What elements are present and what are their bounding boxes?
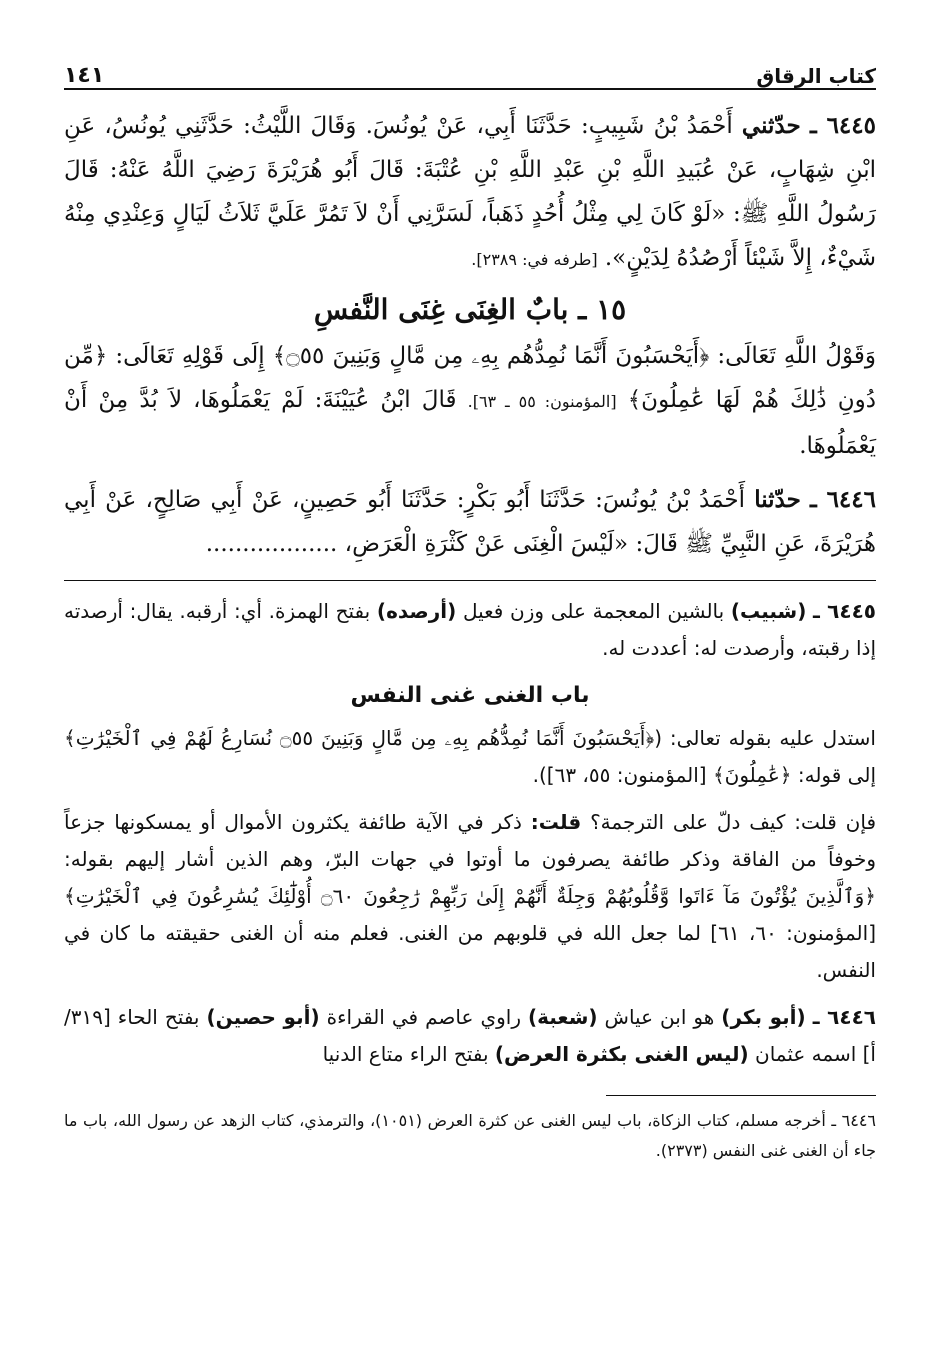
section-divider [64,580,876,581]
commentary-number: ٦٤٤٥ ـ [813,599,876,623]
page-number: ١٤١ [64,63,105,88]
hadith-6445 [64,104,876,282]
hadith-ref: [طرفه في: ٢٣٨٩]. [471,250,598,269]
book-page [64,50,876,1166]
commentary-term: (أبو بكر) [721,1005,806,1029]
commentary-text: راوي عاصم في القراءة [326,1005,521,1029]
chapter-text-b: قَالَ ابْنُ عُيَيْنَةَ: لَمْ يَعْمَلُوهَا، لاَ بُدَّ مِنْ أَنْ يَعْمَلُوهَا. [64,387,876,459]
commentary-text: بفتح الهمزة. أي: أرقبه. يقال: أرصدته إذا رقبته، وأرصدت له: أعددت له. [64,599,876,660]
hadith-text: أَحْمَدُ بْنُ شَبِيبٍ: حَدَّثَنَا أَبِي، عَنْ يُونُسَ. وَقَالَ اللَّيْثُ: حَدَّثَنِي يُونُسُ، عَنِ ابْنِ شِهَابٍ، عَنْ عُبَيدِ اللَّهِ بْنِ عَبْدِ اللَّهِ بْنِ عُتْبَةَ: قَالَ أَبُو هُرَيْرَةَ رَضِيَ اللَّهُ عَنْهُ: قَالَ رَسُولُ اللَّهِ ﷺ: «لَوْ كَانَ لِي مِثْلُ أُحُدٍ ذَهَباً، لَسَرَّنِي أَنْ لاَ تَمُرَّ عَلَيَّ ثَلاَثُ لَيَالٍ وَعِنْدِي مِنْهُ شَيْءٌ، إِلاَّ شَيْئاً أَرْصُدُهُ لِدَيْنٍ». [64,113,876,271]
commentary-chapter-title: باب الغنى غنى النفس [350,683,590,708]
footnote [64,1106,876,1166]
hadith-lead: حدّثنا [754,486,801,513]
commentary [64,593,876,1073]
commentary-text: بفتح الراء متاع الدنيا [322,1042,489,1066]
commentary-6446 [64,999,876,1073]
hadith-lead: حدّثني [741,112,801,139]
commentary-text: بالشين المعجمة على وزن فعيل [462,599,725,623]
hadith-text: أَحْمَدُ بْنُ يُونُسَ: حَدَّثَنَا أَبُو بَكْرٍ: حَدَّثَنَا أَبُو حَصِينٍ، عَنْ أَبِي صَالِحٍ، عَنْ أَبِي هُرَيْرَةَ، عَنِ النَّبِيِّ ﷺ قَالَ: «لَيْسَ الْغِنَى عَنْ كَثْرَةِ الْعَرَضِ، .................. [64,487,876,557]
main-text [64,104,876,566]
page-header [64,50,876,90]
hadith-6446 [64,478,876,566]
commentary-para-1: استدل عليه بقوله تعالى: (﴿أَيَحْسَبُونَ أَنَّمَا نُمِدُّهُم بِهِۦ مِن مَّالٍ وَبَنِينَ ۝٥٥ نُسَارِعُ لَهُمْ فِي ٱلْخَيْرَٰتِ﴾ إلى قوله: ﴿عَٰمِلُونَ﴾ [المؤمنون: ٥٥، ٦٣]). [64,726,876,787]
commentary-term: (ليس الغنى بكثرة العرض) [494,1042,749,1066]
chapter-intro [64,334,876,468]
commentary-term: (شبيب) [730,599,807,623]
hadith-number: ٦٤٤٥ ـ [809,112,876,139]
hadith-number: ٦٤٤٦ ـ [809,486,876,513]
commentary-term: (شعبة) [528,1005,598,1029]
commentary-term: قلت: [530,810,582,834]
commentary-term: (أبو حصين) [206,1005,320,1029]
commentary-term: (أرصده) [376,599,457,623]
commentary-number: ٦٤٤٦ ـ [812,1005,876,1029]
footnote-line: ٦٤٤٦ ـ أخرجه مسلم، كتاب الزكاة، باب ليس الغنى عن كثرة العرض (١٠٥١)، والترمذي، كتاب الزهد عن رسول الله، باب ما جاء أن الغنى غنى النفس (٢٣٧٣). [64,1111,877,1160]
commentary-text: بفتح الحاء [٣١٩/أ] اسمه عثمان [64,1005,876,1066]
commentary-text: هو ابن عياش [604,1005,715,1029]
footnote-rule [606,1095,876,1096]
commentary-para-2 [64,804,876,989]
chapter-ref: [المؤمنون: ٥٥ ـ ٦٣]. [467,392,617,411]
commentary-text: فإن قلت: كيف دلّ على الترجمة؟ [590,810,876,834]
commentary-text: ذكر في الآية طائفة يكثرون الأموال أو يمسكونها جزعاً وخوفاً من الفاقة وذكر طائفة يصرفون ما أوتوا في جهات البرّ، وهم الذين أشار إليهم بقوله: ﴿وَٱلَّذِينَ يُؤْتُونَ مَآ ءَاتَوا وَّقُلُوبُهُمْ وَجِلَةٌ أَنَّهُمْ إِلَىٰ رَبِّهِمْ رَٰجِعُونَ ۝٦٠ أُوْلَٰٓئِكَ يُسَٰرِعُونَ فِي ٱلْخَيْرَٰتِ﴾ [المؤمنون: ٦٠، ٦١] لما جعل الله في قلوبهم من الغنى. فعلم منه أن الغنى حقيقته ما كان في النفس. [64,810,876,982]
book-title: كتاب الرقاق [756,64,876,88]
chapter-title: ١٥ ـ بابٌ الغِنَى غِنَى النَّفسِ [313,293,627,326]
commentary-6445 [64,593,876,667]
chapter-text-a: وَقَوْلُ اللَّهِ تَعَالَى: ﴿أَيَحْسَبُونَ أَنَّمَا نُمِدُّهُم بِهِۦ مِن مَّالٍ وَبَنِينَ ۝٥٥﴾ إِلَى قَوْلِهِ تَعَالَى: ﴿مِّن دُونِ ذَٰلِكَ هُمْ لَهَا عَٰمِلُونَ﴾ [64,343,877,413]
